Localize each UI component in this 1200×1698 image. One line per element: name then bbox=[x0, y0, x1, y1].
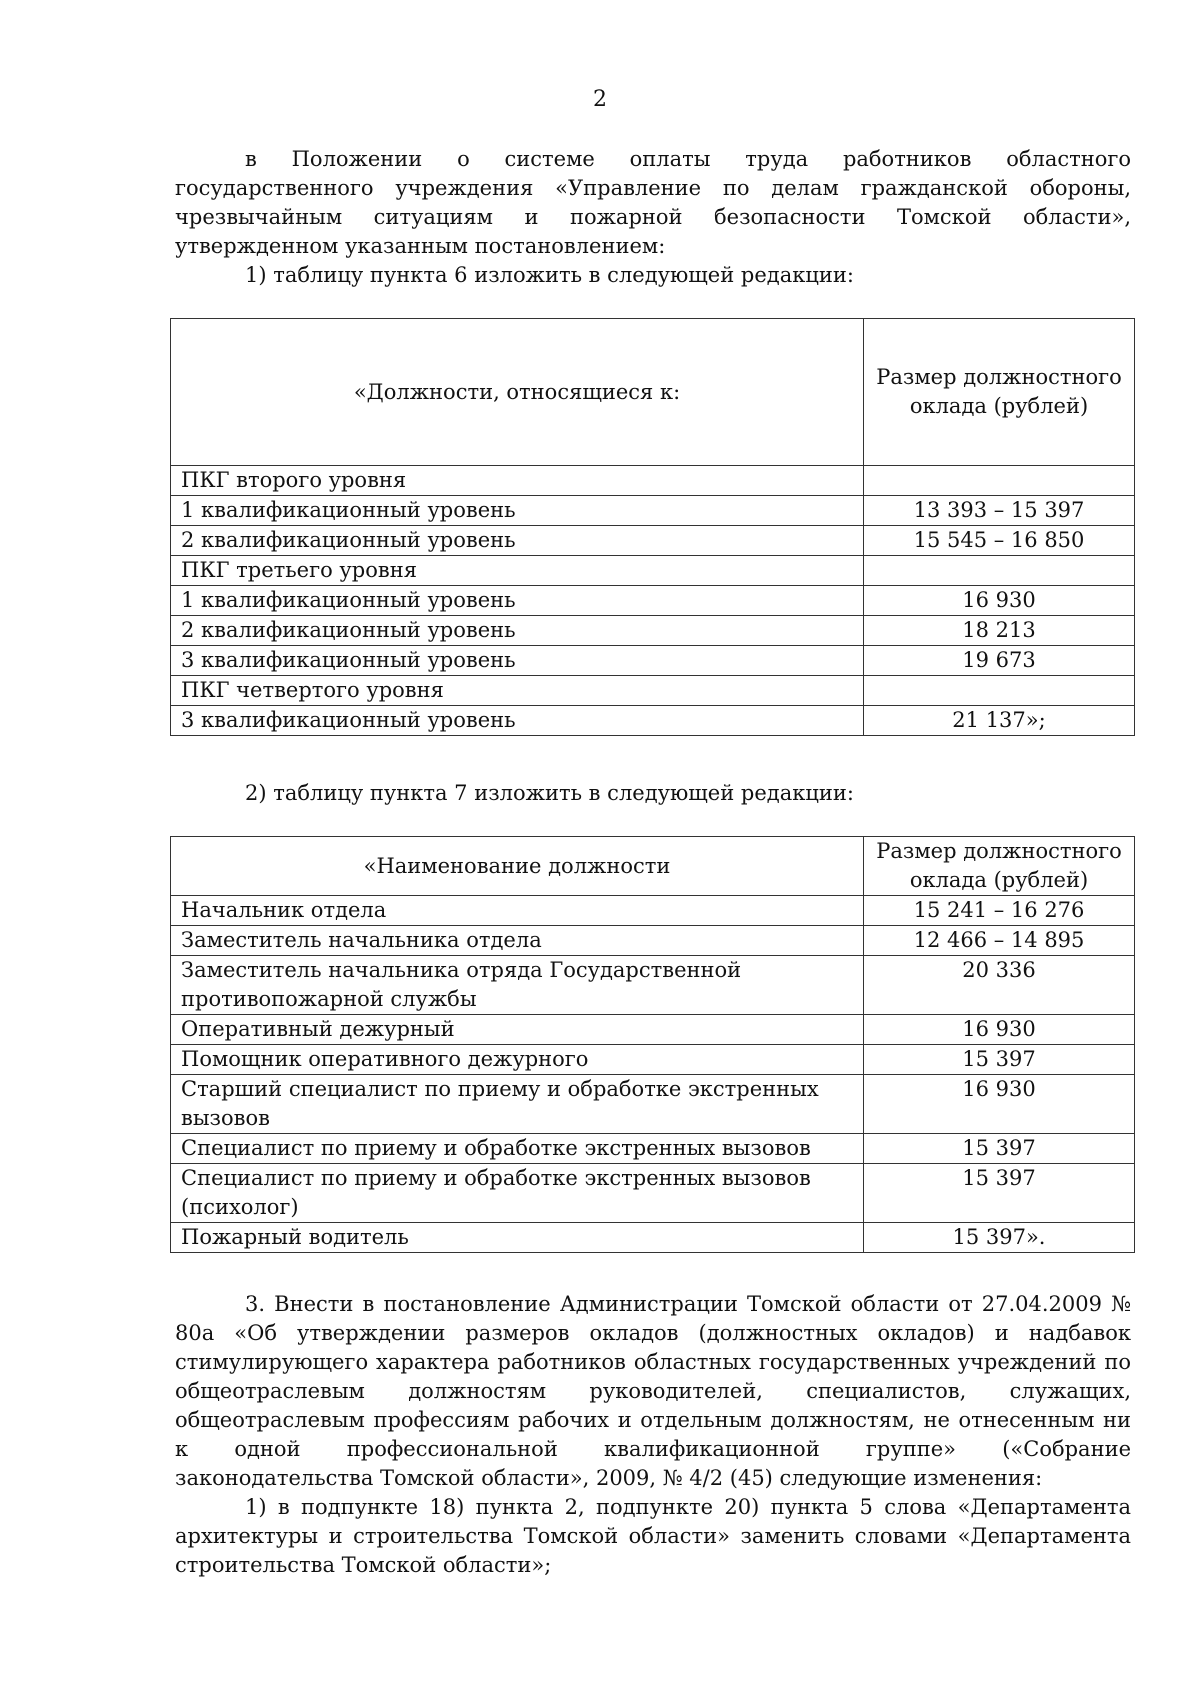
row-name: 2 квалификационный уровень bbox=[171, 616, 864, 646]
table-row bbox=[171, 646, 1135, 676]
page-number: 2 bbox=[593, 87, 607, 112]
table-row bbox=[171, 1075, 1135, 1134]
table-row bbox=[171, 616, 1135, 646]
row-name: Специалист по приему и обработке экстренных вызовов (психолог) bbox=[171, 1164, 864, 1223]
section-3-paragraph: 3. Внести в постановление Администрации Томской области от 27.04.2009 № 80а «Об утверждении размеров окладов (должностных окладов) и надбавок стимулирующего характера работников областных государственных учреждений по общеотраслевым должностям руководителей, специалистов, служащих, общеотраслевым профессиям рабочих и отдельным должностям, не отнесенным ни к одной профессиональной квалификационной группе» («Собрание законодательства Томской области», 2009, № 4/2 (45) следующие изменения: bbox=[175, 1292, 1131, 1490]
row-value: 15 397 bbox=[864, 1045, 1135, 1075]
table-row bbox=[171, 896, 1135, 926]
table-row bbox=[171, 466, 1135, 496]
row-value: 15 545 – 16 850 bbox=[864, 526, 1135, 556]
intro-item-1: 1) таблицу пункта 6 изложить в следующей редакции: bbox=[245, 263, 854, 287]
row-value: 15 397 bbox=[864, 1164, 1135, 1223]
table-header-row bbox=[171, 837, 1135, 896]
row-value: 20 336 bbox=[864, 956, 1135, 1015]
row-value: 18 213 bbox=[864, 616, 1135, 646]
row-value bbox=[864, 466, 1135, 496]
row-value bbox=[864, 676, 1135, 706]
row-name: Заместитель начальника отдела bbox=[171, 926, 864, 956]
table-row bbox=[171, 926, 1135, 956]
row-value bbox=[864, 556, 1135, 586]
row-name: 1 квалификационный уровень bbox=[171, 496, 864, 526]
row-value: 19 673 bbox=[864, 646, 1135, 676]
row-name: Специалист по приему и обработке экстренных вызовов bbox=[171, 1134, 864, 1164]
row-name: Начальник отдела bbox=[171, 896, 864, 926]
section-3-item-1: 1) в подпункте 18) пункта 2, подпункте 20) пункта 5 слова «Департамента архитектуры и строительства Томской области» заменить словами «Департамента строительства Томской области»; bbox=[175, 1495, 1131, 1577]
table-row bbox=[171, 1015, 1135, 1045]
table-row bbox=[171, 556, 1135, 586]
row-name: Оперативный дежурный bbox=[171, 1015, 864, 1045]
row-value: 21 137»; bbox=[864, 706, 1135, 736]
intro-paragraph: в Положении о системе оплаты труда работников областного государственного учреждения «Управление по делам гражданской обороны, чрезвычайным ситуациям и пожарной безопасности Томской области», утвержденном указанным постановлением: bbox=[175, 147, 1131, 258]
row-name: ПКГ второго уровня bbox=[171, 466, 864, 496]
salary-table-pkg bbox=[170, 318, 1135, 736]
table-header-row bbox=[171, 319, 1135, 466]
table-row bbox=[171, 1134, 1135, 1164]
table-row bbox=[171, 1223, 1135, 1253]
table-row bbox=[171, 1164, 1135, 1223]
row-value: 16 930 bbox=[864, 586, 1135, 616]
table-row bbox=[171, 526, 1135, 556]
header-salary: Размер должностного оклада (рублей) bbox=[864, 837, 1135, 896]
item-2: 2) таблицу пункта 7 изложить в следующей редакции: bbox=[245, 781, 854, 805]
table-row bbox=[171, 676, 1135, 706]
row-value: 12 466 – 14 895 bbox=[864, 926, 1135, 956]
row-name: ПКГ третьего уровня bbox=[171, 556, 864, 586]
row-value: 16 930 bbox=[864, 1015, 1135, 1045]
header-positions: «Должности, относящиеся к: bbox=[171, 319, 864, 466]
row-value: 13 393 – 15 397 bbox=[864, 496, 1135, 526]
header-salary: Размер должностного оклада (рублей) bbox=[864, 319, 1135, 466]
row-name: Пожарный водитель bbox=[171, 1223, 864, 1253]
salary-table-positions bbox=[170, 836, 1135, 1253]
row-value: 15 241 – 16 276 bbox=[864, 896, 1135, 926]
row-name: 3 квалификационный уровень bbox=[171, 646, 864, 676]
table-row bbox=[171, 956, 1135, 1015]
row-name: Заместитель начальника отряда Государственной противопожарной службы bbox=[171, 956, 864, 1015]
table-row bbox=[171, 1045, 1135, 1075]
row-value: 15 397». bbox=[864, 1223, 1135, 1253]
header-position-name: «Наименование должности bbox=[171, 837, 864, 896]
table-row bbox=[171, 706, 1135, 736]
row-name: Помощник оперативного дежурного bbox=[171, 1045, 864, 1075]
row-name: 3 квалификационный уровень bbox=[171, 706, 864, 736]
row-value: 16 930 bbox=[864, 1075, 1135, 1134]
table-row bbox=[171, 586, 1135, 616]
row-name: ПКГ четвертого уровня bbox=[171, 676, 864, 706]
row-name: Старший специалист по приему и обработке экстренных вызовов bbox=[171, 1075, 864, 1134]
table-row bbox=[171, 496, 1135, 526]
row-value: 15 397 bbox=[864, 1134, 1135, 1164]
row-name: 1 квалификационный уровень bbox=[171, 586, 864, 616]
row-name: 2 квалификационный уровень bbox=[171, 526, 864, 556]
